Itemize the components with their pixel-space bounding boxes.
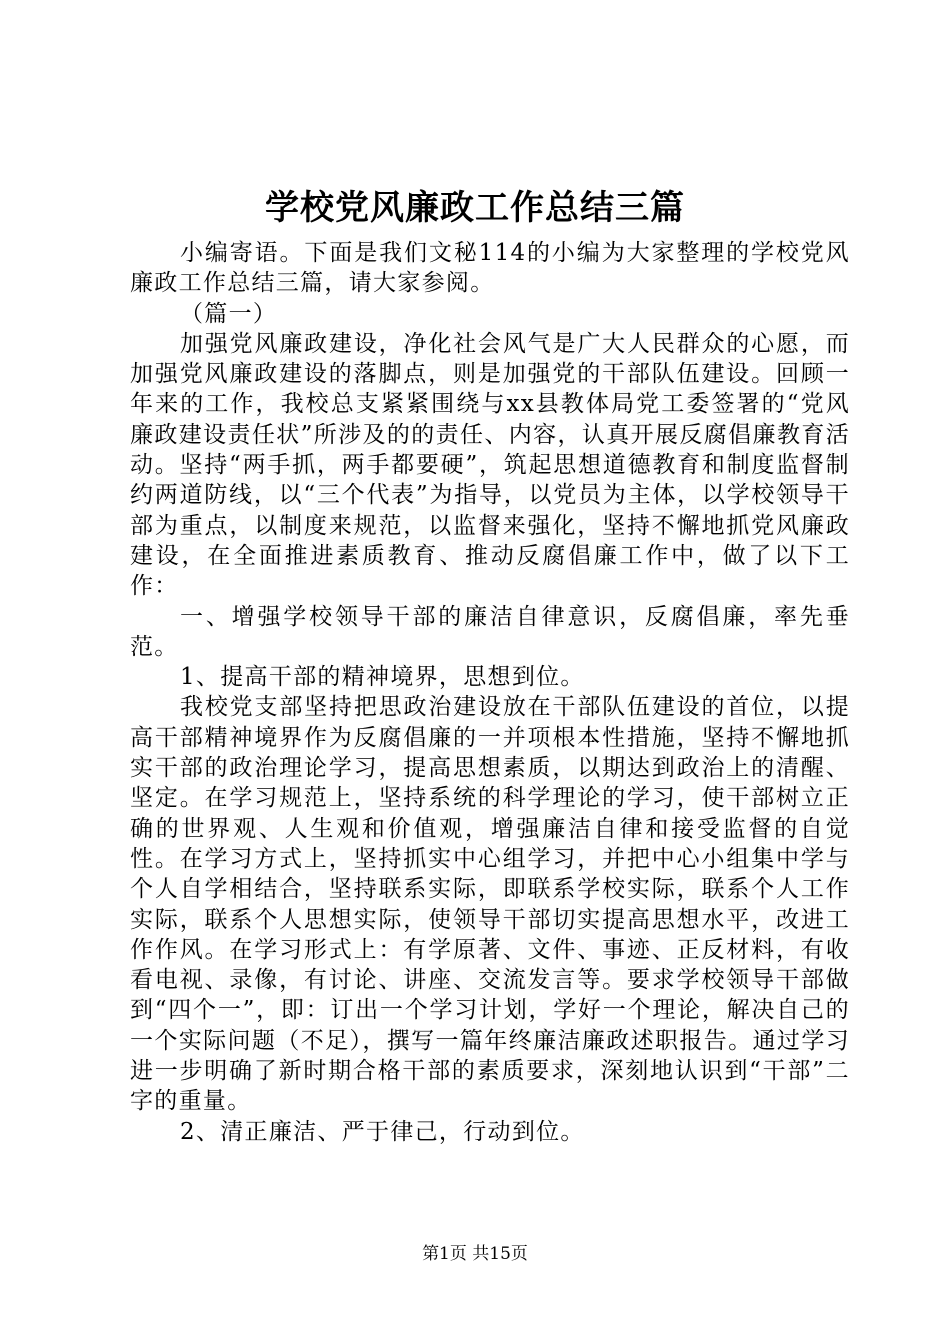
- intro-paragraph: 小编寄语。下面是我们文秘114的小编为大家整理的学校党风廉政工作总结三篇，请大家参阅。: [130, 240, 850, 297]
- page-footer: 第1页 共15页: [422, 1244, 528, 1264]
- subheading-paragraph: 2、清正廉洁、严于律己，行动到位。: [180, 1118, 585, 1145]
- subheading-paragraph: 1、提高干部的精神境界，思想到位。: [180, 664, 585, 691]
- body-paragraph: 加强党风廉政建设，净化社会风气是广大人民群众的心愿，而加强党风廉政建设的落脚点，则是加强党的干部队伍建设。回顾一年来的工作，我校总支紧紧围绕与xx县教体局党工委签署的“党风廉政建设责任状”所涉及的的责任、内容，认真开展反腐倡廉教育活动。坚持“两手抓，两手都要硬”，筑起思想道德教育和制度监督制约两道防线，以“三个代表”为指导，以党员为主体，以学校领导干部为重点，以制度来规范，以监督来强化，坚持不懈地抓党风廉政建设，在全面推进素质教育、推动反腐倡廉工作中，做了以下工作：: [130, 330, 850, 600]
- body-paragraph: 我校党支部坚持把思政治建设放在干部队伍建设的首位，以提高干部精神境界作为反腐倡廉的一并项根本性措施，坚持不懈地抓实干部的政治理论学习，提高思想素质，以期达到政治上的清醒、坚定。在学习规范上，坚持系统的科学理论的学习，使干部树立正确的世界观、人生观和价值观，增强廉洁自律和接受监督的自觉性。在学习方式上，坚持抓实中心组学习，并把中心小组集中学与个人自学相结合，坚持联系实际，即联系学校实际，联系个人工作实际，联系个人思想实际，使领导干部切实提高思想水平，改进工作作风。在学习形式上：有学原著、文件、事迹、正反材料，有收看电视、录像，有讨论、讲座、交流发言等。要求学校领导干部做到“四个一”，即：订出一个学习计划，学好一个理论，解决自己的一个实际问题（不足），撰写一篇年终廉洁廉政述职报告。通过学习进一步明确了新时期合格干部的素质要求，深刻地认识到“干部”二字的重量。: [130, 694, 850, 1115]
- section-label: （篇一）: [180, 300, 278, 327]
- document-body: [130, 238, 850, 1147]
- document-title: 学校党风廉政工作总结三篇: [265, 188, 685, 228]
- heading-paragraph: 一、增强学校领导干部的廉洁自律意识，反腐倡廉，率先垂范。: [130, 603, 850, 660]
